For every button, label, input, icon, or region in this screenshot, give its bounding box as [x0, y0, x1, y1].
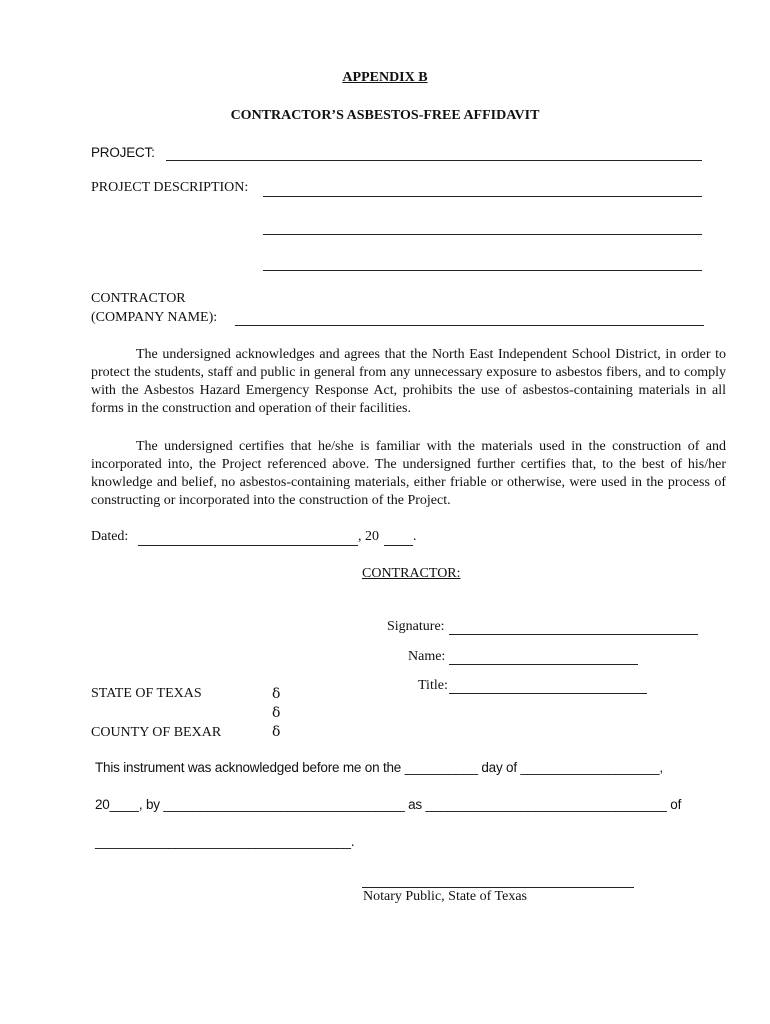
notary-month-field[interactable]: ___________________, [520, 760, 663, 775]
notary-line-1 [95, 760, 663, 775]
dated-field[interactable] [138, 545, 358, 546]
dated-period: . [413, 529, 417, 544]
contractor-heading: CONTRACTOR: [362, 566, 461, 581]
project-label: PROJECT: [91, 145, 155, 160]
contractor-label: CONTRACTOR [91, 291, 186, 306]
section-symbol-1: δ [272, 686, 281, 702]
notary-signature-field[interactable] [362, 887, 634, 888]
notary-public-label: Notary Public, State of Texas [363, 889, 528, 904]
paragraph-acknowledgement [91, 346, 726, 418]
project-description-field-2[interactable] [263, 234, 702, 235]
name-field[interactable] [449, 664, 638, 665]
notary-entity-field[interactable]: ___________________________________. [95, 834, 355, 849]
title-field[interactable] [449, 693, 647, 694]
notary-year-by-text: 20____, by [95, 797, 160, 812]
dated-label: Dated: [91, 529, 129, 544]
notary-line-3 [95, 834, 354, 849]
paragraph-acknowledgement-text: The undersigned acknowledges and agrees that the North East Independent School District, in order to protect the students, staff and public in general from any unnecessary exposure to asbestos fibers, and to comply with the Asbestos Hazard Emergency Response Act, prohibits the use of asbestos-containing materials in all forms in the construction and operation of their facilities. [91, 347, 726, 416]
appendix-title: APPENDIX B [342, 70, 428, 85]
project-description-field-3[interactable] [263, 270, 702, 271]
notary-day-field[interactable]: __________ [404, 760, 478, 775]
name-label: Name: [408, 649, 446, 664]
paragraph-certification-text: The undersigned certifies that he/she is familiar with the materials used in the construction of and incorporated into, the Project referenced above. The undersigned further certifies that, to the best of his/her knowledge and belief, no asbestos-containing materials, either friable or otherwise, were used in the process of constructing or incorporated into the construction of the Project. [91, 439, 726, 508]
county-label: COUNTY OF BEXAR [91, 725, 222, 740]
state-label: STATE OF TEXAS [91, 686, 202, 701]
signature-field[interactable] [449, 634, 698, 635]
section-symbol-3: δ [272, 724, 281, 740]
title-label: Title: [418, 678, 448, 693]
notary-as-field[interactable]: _________________________________ [425, 797, 667, 812]
signature-label: Signature: [387, 619, 445, 634]
notary-of-text: of [670, 797, 682, 812]
notary-line-2 [95, 797, 681, 812]
dated-year-field[interactable] [384, 545, 413, 546]
dated-year-prefix: , 20 [358, 529, 379, 544]
section-symbol-2: δ [272, 705, 281, 721]
affidavit-title: CONTRACTOR’S ASBESTOS-FREE AFFIDAVIT [230, 108, 540, 123]
project-field[interactable] [166, 160, 702, 161]
company-name-label: (COMPANY NAME): [91, 310, 218, 325]
notary-by-field[interactable]: _________________________________ [163, 797, 405, 812]
notary-line-1-text: This instrument was acknowledged before me on the [95, 760, 402, 775]
company-name-field[interactable] [235, 325, 704, 326]
notary-as-text: as [408, 797, 422, 812]
notary-day-of-text: day of [481, 760, 517, 775]
project-description-field-1[interactable] [263, 196, 702, 197]
project-description-label: PROJECT DESCRIPTION: [91, 180, 249, 195]
paragraph-certification [91, 438, 726, 510]
